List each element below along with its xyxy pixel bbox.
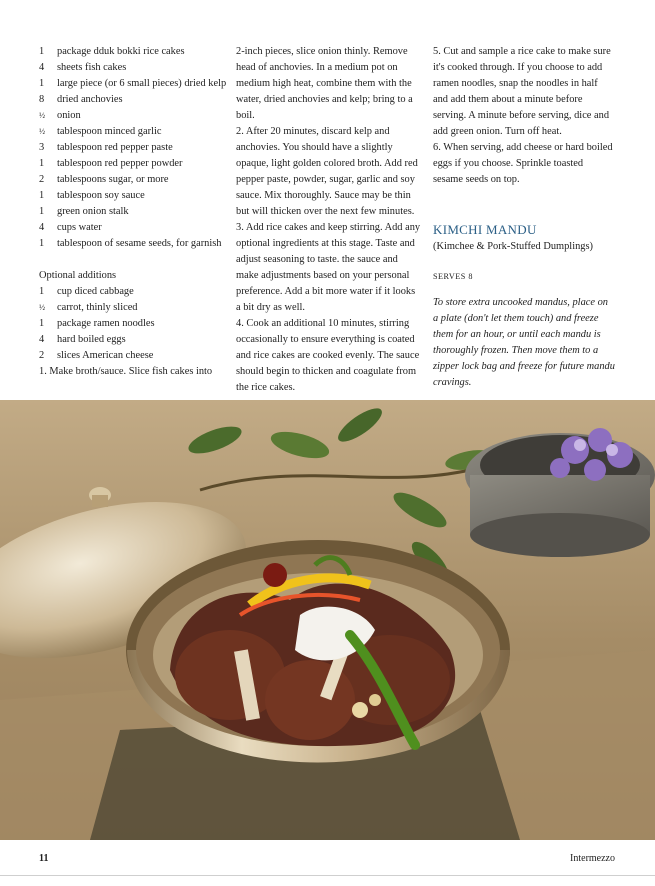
ingredient-row (39, 44, 229, 60)
ingredient-row (39, 124, 229, 140)
recipe-title: KIMCHI MANDU (433, 222, 537, 237)
ingredient-qty: 1 (39, 190, 45, 201)
ingredient-qty: 1 (39, 238, 45, 249)
ingredient-text: onion (57, 110, 81, 121)
ingredient-qty: 4 (39, 334, 45, 345)
ingredient-row (39, 172, 229, 188)
ingredient-row (39, 188, 229, 204)
ingredient-text: cup diced cabbage (57, 286, 134, 297)
optional-list (39, 284, 229, 364)
ingredient-qty: 4 (39, 62, 45, 73)
ingredients-column (39, 44, 229, 380)
ingredient-qty: 1 (39, 158, 45, 169)
ingredient-text: tablespoon soy sauce (57, 190, 145, 201)
footer-rule (0, 875, 655, 876)
ingredient-row (39, 332, 229, 348)
ingredient-row (39, 300, 229, 316)
page-number: 11 (39, 853, 49, 864)
step-2: 2. After 20 minutes, discard kelp and anchovies. You should have a slightly opaque, light golden colored broth. Add red pepper paste, powder, sugar, garlic and soy sauce. Mix thoroughly. Sauce may be thin but will thicken over the next few minutes. (236, 126, 418, 217)
ingredient-text: tablespoon red pepper powder (57, 158, 183, 169)
step-1-start: 1. Make broth/sauce. Slice fish cakes into (39, 366, 213, 377)
ingredient-qty: 1 (39, 318, 45, 329)
ingredient-text: tablespoon red pepper paste (57, 142, 173, 153)
ingredient-text: carrot, thinly sliced (57, 302, 138, 313)
instructions-column-2 (433, 44, 615, 391)
ingredient-text: slices American cheese (57, 350, 154, 361)
ingredient-text: tablespoon minced garlic (57, 126, 162, 137)
ingredient-row (39, 220, 229, 236)
step-5: 5. Cut and sample a rice cake to make sure it's cooked through. If you choose to add ramen noodles, snap the noodles in half and add them about a minute before serving. A minute before serving, dice and add green onion. Turn off heat. (433, 46, 611, 137)
ingredient-row (39, 284, 229, 300)
ingredient-row (39, 348, 229, 364)
serves-label: SERVES 8 (433, 272, 473, 281)
step-6: 6. When serving, add cheese or hard boiled eggs if you choose. Sprinkle toasted sesame seeds on top. (433, 142, 613, 185)
ingredient-row (39, 76, 229, 92)
ingredient-qty: 1 (39, 46, 45, 57)
storage-note: To store extra uncooked mandus, place on a plate (don't let them touch) and freeze them for an hour, or until each mandu is thoroughly frozen. Then move them to a zipper lock bag and freeze for future mandu cravings. (433, 297, 615, 388)
ingredient-row (39, 316, 229, 332)
ingredient-row (39, 92, 229, 108)
ingredient-text: package ramen noodles (57, 318, 155, 329)
ingredient-list (39, 44, 229, 252)
ingredient-row (39, 156, 229, 172)
ingredient-qty: 1 (39, 78, 45, 89)
ingredient-text: green onion stalk (57, 206, 129, 217)
instructions-column (236, 44, 422, 396)
ingredient-qty: 2 (39, 174, 45, 185)
ingredient-qty: 8 (39, 94, 45, 105)
ingredient-text: large piece (or 6 small pieces) dried kelp (57, 78, 227, 89)
recipe-subtitle: (Kimchee & Pork-Stuffed Dumplings) (433, 241, 593, 252)
ingredient-text: sheets fish cakes (57, 62, 127, 73)
ingredient-row (39, 236, 229, 252)
ingredient-text: cups water (57, 222, 102, 233)
ingredient-qty: ½ (39, 303, 45, 312)
step-4: 4. Cook an additional 10 minutes, stirring occasionally to ensure everything is coated and rice cakes are cooked evenly. The sauce should begin to thicken and coagulate from the rice cakes. (236, 318, 420, 393)
optional-heading: Optional additions (39, 270, 117, 281)
ingredient-text: tablespoon of sesame seeds, for garnish (57, 238, 222, 249)
publication-name: Intermezzo (570, 853, 615, 864)
ingredient-qty: 2 (39, 350, 45, 361)
ingredient-qty: ½ (39, 111, 45, 120)
ingredient-qty: 1 (39, 206, 45, 217)
ingredient-text: hard boiled eggs (57, 334, 126, 345)
ingredient-qty: ½ (39, 127, 45, 136)
ingredient-text: dried anchovies (57, 94, 123, 105)
ingredient-text: package dduk bokki rice cakes (57, 46, 185, 57)
ingredient-qty: 4 (39, 222, 45, 233)
food-photo (0, 400, 655, 840)
ingredient-qty: 3 (39, 142, 45, 153)
ingredient-text: tablespoons sugar, or more (57, 174, 169, 185)
ingredient-row (39, 60, 229, 76)
ingredient-row (39, 204, 229, 220)
step-3: 3. Add rice cakes and keep stirring. Add any optional ingredients at this stage. Taste and adjust seasoning to taste. the sauce and make adjustments based on your personal preference. Add a bit more water if it looks a bit dry as well. (236, 222, 421, 313)
ingredient-qty: 1 (39, 286, 45, 297)
ingredient-row (39, 140, 229, 156)
step-1-cont: 2-inch pieces, slice onion thinly. Remove head of anchovies. In a medium pot on medium high heat, combine them with the water, dried anchovies and kelp; bring to a boil. (236, 46, 413, 121)
ingredient-row (39, 108, 229, 124)
